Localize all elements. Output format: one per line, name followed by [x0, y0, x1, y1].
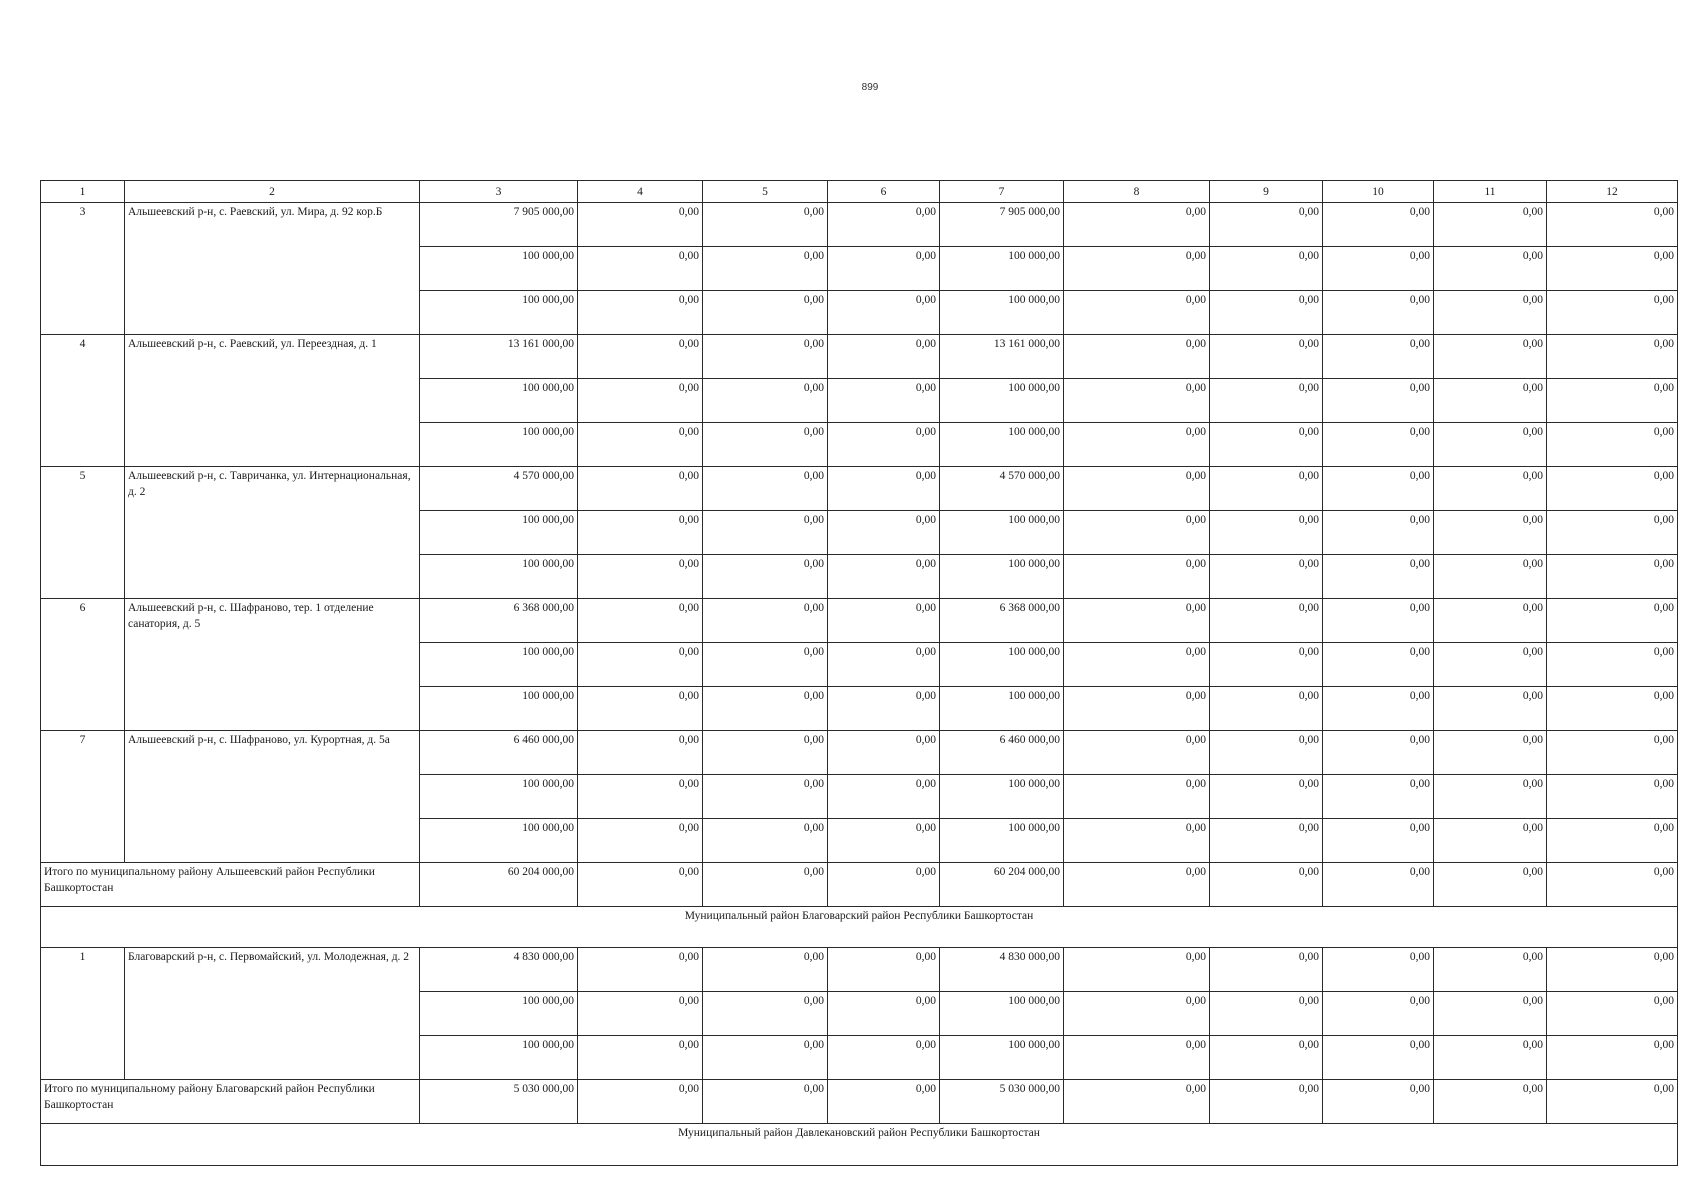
amount-cell: 0,00: [1547, 379, 1678, 423]
amount-cell: 0,00: [828, 992, 940, 1036]
amount-cell: 0,00: [828, 687, 940, 731]
amount-cell: 0,00: [578, 643, 703, 687]
column-number-header: 3: [420, 181, 578, 203]
amount-cell: 0,00: [1064, 423, 1210, 467]
total-row: [41, 1080, 1678, 1124]
amount-cell: 0,00: [1434, 687, 1547, 731]
amount-cell: 0,00: [1323, 731, 1434, 775]
amount-cell: 0,00: [1210, 247, 1323, 291]
table-body: [41, 181, 1678, 1166]
section-header-row: [41, 1124, 1678, 1166]
amount-cell: 0,00: [1210, 291, 1323, 335]
amount-cell: 0,00: [828, 643, 940, 687]
amount-cell: 0,00: [1210, 775, 1323, 819]
amount-cell: 0,00: [1434, 379, 1547, 423]
total-amount-cell: 0,00: [1547, 863, 1678, 907]
amount-cell: 0,00: [703, 335, 828, 379]
amount-cell: 0,00: [1210, 555, 1323, 599]
total-amount-cell: 0,00: [1064, 863, 1210, 907]
amount-cell: 100 000,00: [940, 423, 1064, 467]
amount-cell: 0,00: [1323, 687, 1434, 731]
amount-cell: 100 000,00: [940, 992, 1064, 1036]
column-number-header: 7: [940, 181, 1064, 203]
total-amount-cell: 0,00: [828, 1080, 940, 1124]
total-label: Итого по муниципальному району Альшеевский район Республики Башкортостан: [41, 863, 420, 907]
amount-cell: 0,00: [1547, 555, 1678, 599]
amount-cell: 0,00: [1064, 555, 1210, 599]
amount-cell: 4 830 000,00: [940, 948, 1064, 992]
table-row: [41, 731, 1678, 775]
total-amount-cell: 0,00: [1210, 863, 1323, 907]
amount-cell: 0,00: [578, 948, 703, 992]
amount-cell: 0,00: [1064, 819, 1210, 863]
amount-cell: 100 000,00: [420, 643, 578, 687]
amount-cell: 0,00: [1323, 643, 1434, 687]
amount-cell: 7 905 000,00: [420, 203, 578, 247]
section-title: Муниципальный район Благоварский район Республики Башкортостан: [41, 907, 1678, 948]
table-row: [41, 948, 1678, 992]
total-amount-cell: 0,00: [578, 863, 703, 907]
amount-cell: 0,00: [1064, 992, 1210, 1036]
column-number-header: 6: [828, 181, 940, 203]
amount-cell: 0,00: [828, 291, 940, 335]
amount-cell: 100 000,00: [420, 247, 578, 291]
section-title: Муниципальный район Давлекановский район Республики Башкортостан: [41, 1124, 1678, 1166]
amount-cell: 0,00: [703, 423, 828, 467]
amount-cell: 6 460 000,00: [940, 731, 1064, 775]
amount-cell: 0,00: [1210, 335, 1323, 379]
amount-cell: 0,00: [1547, 599, 1678, 643]
amount-cell: 0,00: [1064, 599, 1210, 643]
amount-cell: 6 368 000,00: [420, 599, 578, 643]
amount-cell: 100 000,00: [420, 511, 578, 555]
amount-cell: 0,00: [578, 467, 703, 511]
amount-cell: 0,00: [1547, 423, 1678, 467]
amount-cell: 100 000,00: [420, 555, 578, 599]
amount-cell: 0,00: [1434, 731, 1547, 775]
amount-cell: 0,00: [1323, 555, 1434, 599]
amount-cell: 100 000,00: [940, 379, 1064, 423]
amount-cell: 13 161 000,00: [420, 335, 578, 379]
amount-cell: 100 000,00: [420, 1036, 578, 1080]
amount-cell: 0,00: [1210, 203, 1323, 247]
amount-cell: 13 161 000,00: [940, 335, 1064, 379]
amount-cell: 0,00: [578, 599, 703, 643]
report-table: [40, 180, 1678, 1166]
total-amount-cell: 0,00: [703, 863, 828, 907]
amount-cell: 0,00: [1547, 203, 1678, 247]
amount-cell: 0,00: [1434, 291, 1547, 335]
table-row: [41, 599, 1678, 643]
column-number-header: 1: [41, 181, 125, 203]
amount-cell: 100 000,00: [420, 379, 578, 423]
amount-cell: 0,00: [1064, 731, 1210, 775]
amount-cell: 6 368 000,00: [940, 599, 1064, 643]
amount-cell: 0,00: [578, 423, 703, 467]
amount-cell: 100 000,00: [940, 775, 1064, 819]
column-number-header: 8: [1064, 181, 1210, 203]
amount-cell: 0,00: [703, 467, 828, 511]
amount-cell: 4 570 000,00: [940, 467, 1064, 511]
total-amount-cell: 60 204 000,00: [420, 863, 578, 907]
amount-cell: 0,00: [578, 1036, 703, 1080]
amount-cell: 0,00: [1547, 291, 1678, 335]
amount-cell: 0,00: [828, 948, 940, 992]
amount-cell: 0,00: [1323, 379, 1434, 423]
amount-cell: 0,00: [703, 599, 828, 643]
total-amount-cell: 5 030 000,00: [420, 1080, 578, 1124]
amount-cell: 0,00: [1434, 819, 1547, 863]
amount-cell: 100 000,00: [940, 247, 1064, 291]
amount-cell: 100 000,00: [940, 1036, 1064, 1080]
row-number: 4: [41, 335, 125, 467]
page-number: 899: [861, 82, 879, 93]
amount-cell: 0,00: [1210, 467, 1323, 511]
amount-cell: 0,00: [703, 731, 828, 775]
amount-cell: 0,00: [703, 247, 828, 291]
amount-cell: 0,00: [703, 1036, 828, 1080]
amount-cell: 0,00: [703, 643, 828, 687]
amount-cell: 0,00: [578, 555, 703, 599]
amount-cell: 0,00: [828, 379, 940, 423]
amount-cell: 0,00: [703, 511, 828, 555]
total-amount-cell: 0,00: [703, 1080, 828, 1124]
row-number: 5: [41, 467, 125, 599]
amount-cell: 0,00: [1323, 599, 1434, 643]
total-amount-cell: 0,00: [1434, 1080, 1547, 1124]
amount-cell: 0,00: [578, 731, 703, 775]
amount-cell: 0,00: [1064, 511, 1210, 555]
amount-cell: 0,00: [1323, 819, 1434, 863]
amount-cell: 0,00: [703, 775, 828, 819]
amount-cell: 0,00: [1547, 992, 1678, 1036]
amount-cell: 0,00: [1210, 948, 1323, 992]
amount-cell: 0,00: [1547, 467, 1678, 511]
amount-cell: 0,00: [1323, 203, 1434, 247]
amount-cell: 0,00: [703, 379, 828, 423]
total-amount-cell: 0,00: [578, 1080, 703, 1124]
total-amount-cell: 60 204 000,00: [940, 863, 1064, 907]
amount-cell: 0,00: [1064, 203, 1210, 247]
column-number-header: 9: [1210, 181, 1323, 203]
amount-cell: 4 570 000,00: [420, 467, 578, 511]
amount-cell: 0,00: [828, 247, 940, 291]
amount-cell: 0,00: [578, 511, 703, 555]
amount-cell: 0,00: [1547, 687, 1678, 731]
amount-cell: 0,00: [1434, 599, 1547, 643]
amount-cell: 0,00: [1323, 467, 1434, 511]
total-row: [41, 863, 1678, 907]
amount-cell: 100 000,00: [420, 423, 578, 467]
table-row: [41, 203, 1678, 247]
amount-cell: 0,00: [1547, 731, 1678, 775]
amount-cell: 0,00: [828, 203, 940, 247]
amount-cell: 100 000,00: [940, 511, 1064, 555]
column-number-header: 5: [703, 181, 828, 203]
address-cell: Альшеевский р-н, с. Шафраново, ул. Курортная, д. 5а: [125, 731, 420, 863]
amount-cell: 0,00: [703, 992, 828, 1036]
amount-cell: 0,00: [703, 948, 828, 992]
row-number: 7: [41, 731, 125, 863]
amount-cell: 0,00: [828, 467, 940, 511]
total-amount-cell: 0,00: [1323, 863, 1434, 907]
amount-cell: 0,00: [1210, 992, 1323, 1036]
amount-cell: 0,00: [828, 1036, 940, 1080]
address-cell: Альшеевский р-н, с. Тавричанка, ул. Интернациональная, д. 2: [125, 467, 420, 599]
amount-cell: 0,00: [1434, 948, 1547, 992]
amount-cell: 0,00: [1434, 467, 1547, 511]
amount-cell: 100 000,00: [940, 687, 1064, 731]
amount-cell: 0,00: [1210, 731, 1323, 775]
amount-cell: 0,00: [1547, 335, 1678, 379]
amount-cell: 0,00: [1064, 643, 1210, 687]
amount-cell: 0,00: [1323, 247, 1434, 291]
row-number: 6: [41, 599, 125, 731]
amount-cell: 0,00: [828, 819, 940, 863]
table-row: [41, 467, 1678, 511]
amount-cell: 100 000,00: [420, 992, 578, 1036]
amount-cell: 0,00: [1064, 379, 1210, 423]
amount-cell: 0,00: [828, 555, 940, 599]
amount-cell: 0,00: [1434, 1036, 1547, 1080]
amount-cell: 100 000,00: [940, 819, 1064, 863]
amount-cell: 0,00: [828, 511, 940, 555]
amount-cell: 0,00: [1434, 775, 1547, 819]
amount-cell: 0,00: [1434, 335, 1547, 379]
amount-cell: 0,00: [1323, 1036, 1434, 1080]
amount-cell: 0,00: [578, 992, 703, 1036]
amount-cell: 0,00: [1434, 643, 1547, 687]
amount-cell: 100 000,00: [940, 643, 1064, 687]
amount-cell: 0,00: [1064, 335, 1210, 379]
amount-cell: 0,00: [1434, 423, 1547, 467]
amount-cell: 0,00: [1547, 819, 1678, 863]
amount-cell: 0,00: [1210, 643, 1323, 687]
amount-cell: 0,00: [578, 335, 703, 379]
row-number: 3: [41, 203, 125, 335]
section-header-row: [41, 907, 1678, 948]
amount-cell: 0,00: [1064, 467, 1210, 511]
amount-cell: 0,00: [1434, 992, 1547, 1036]
amount-cell: 0,00: [578, 819, 703, 863]
column-number-header-row: [41, 181, 1678, 203]
amount-cell: 100 000,00: [420, 775, 578, 819]
amount-cell: 0,00: [1434, 555, 1547, 599]
amount-cell: 0,00: [1323, 511, 1434, 555]
amount-cell: 0,00: [1210, 599, 1323, 643]
amount-cell: 0,00: [703, 687, 828, 731]
amount-cell: 100 000,00: [940, 291, 1064, 335]
amount-cell: 0,00: [1210, 423, 1323, 467]
total-amount-cell: 0,00: [1210, 1080, 1323, 1124]
amount-cell: 0,00: [828, 775, 940, 819]
column-number-header: 2: [125, 181, 420, 203]
amount-cell: 0,00: [1323, 948, 1434, 992]
amount-cell: 0,00: [1064, 291, 1210, 335]
amount-cell: 0,00: [1547, 775, 1678, 819]
amount-cell: 0,00: [1547, 643, 1678, 687]
amount-cell: 100 000,00: [420, 291, 578, 335]
total-amount-cell: 0,00: [1434, 863, 1547, 907]
amount-cell: 0,00: [1323, 775, 1434, 819]
address-cell: Благоварский р-н, с. Первомайский, ул. Молодежная, д. 2: [125, 948, 420, 1080]
amount-cell: 0,00: [703, 819, 828, 863]
amount-cell: 0,00: [1434, 203, 1547, 247]
column-number-header: 12: [1547, 181, 1678, 203]
amount-cell: 0,00: [703, 203, 828, 247]
amount-cell: 0,00: [703, 555, 828, 599]
amount-cell: 0,00: [578, 291, 703, 335]
amount-cell: 100 000,00: [420, 687, 578, 731]
amount-cell: 0,00: [1323, 992, 1434, 1036]
amount-cell: 0,00: [1323, 335, 1434, 379]
amount-cell: 6 460 000,00: [420, 731, 578, 775]
amount-cell: 0,00: [1210, 1036, 1323, 1080]
amount-cell: 0,00: [1323, 291, 1434, 335]
amount-cell: 100 000,00: [940, 555, 1064, 599]
amount-cell: 0,00: [828, 423, 940, 467]
total-amount-cell: 0,00: [828, 863, 940, 907]
amount-cell: 0,00: [1064, 1036, 1210, 1080]
amount-cell: 0,00: [828, 599, 940, 643]
total-amount-cell: 0,00: [1547, 1080, 1678, 1124]
amount-cell: 0,00: [1547, 1036, 1678, 1080]
amount-cell: 0,00: [1210, 511, 1323, 555]
amount-cell: 4 830 000,00: [420, 948, 578, 992]
row-number: 1: [41, 948, 125, 1080]
column-number-header: 11: [1434, 181, 1547, 203]
amount-cell: 0,00: [578, 775, 703, 819]
amount-cell: 0,00: [1323, 423, 1434, 467]
amount-cell: 100 000,00: [420, 819, 578, 863]
total-amount-cell: 0,00: [1064, 1080, 1210, 1124]
column-number-header: 4: [578, 181, 703, 203]
amount-cell: 0,00: [578, 687, 703, 731]
amount-cell: 0,00: [1210, 687, 1323, 731]
amount-cell: 0,00: [1434, 247, 1547, 291]
address-cell: Альшеевский р-н, с. Шафраново, тер. 1 отделение санатория, д. 5: [125, 599, 420, 731]
amount-cell: 0,00: [578, 379, 703, 423]
amount-cell: 0,00: [1064, 247, 1210, 291]
column-number-header: 10: [1323, 181, 1434, 203]
total-amount-cell: 0,00: [1323, 1080, 1434, 1124]
amount-cell: 0,00: [1064, 775, 1210, 819]
amount-cell: 0,00: [1064, 948, 1210, 992]
amount-cell: 0,00: [828, 731, 940, 775]
amount-cell: 0,00: [828, 335, 940, 379]
amount-cell: 0,00: [1547, 247, 1678, 291]
address-cell: Альшеевский р-н, с. Раевский, ул. Мира, д. 92 кор.Б: [125, 203, 420, 335]
total-label: Итого по муниципальному району Благоварский район Республики Башкортостан: [41, 1080, 420, 1124]
table-row: [41, 335, 1678, 379]
amount-cell: 0,00: [703, 291, 828, 335]
amount-cell: 0,00: [1210, 819, 1323, 863]
amount-cell: 0,00: [578, 247, 703, 291]
amount-cell: 0,00: [1547, 511, 1678, 555]
amount-cell: 0,00: [578, 203, 703, 247]
amount-cell: 0,00: [1210, 379, 1323, 423]
address-cell: Альшеевский р-н, с. Раевский, ул. Переездная, д. 1: [125, 335, 420, 467]
amount-cell: 0,00: [1434, 511, 1547, 555]
amount-cell: 0,00: [1064, 687, 1210, 731]
total-amount-cell: 5 030 000,00: [940, 1080, 1064, 1124]
amount-cell: 0,00: [1547, 948, 1678, 992]
amount-cell: 7 905 000,00: [940, 203, 1064, 247]
